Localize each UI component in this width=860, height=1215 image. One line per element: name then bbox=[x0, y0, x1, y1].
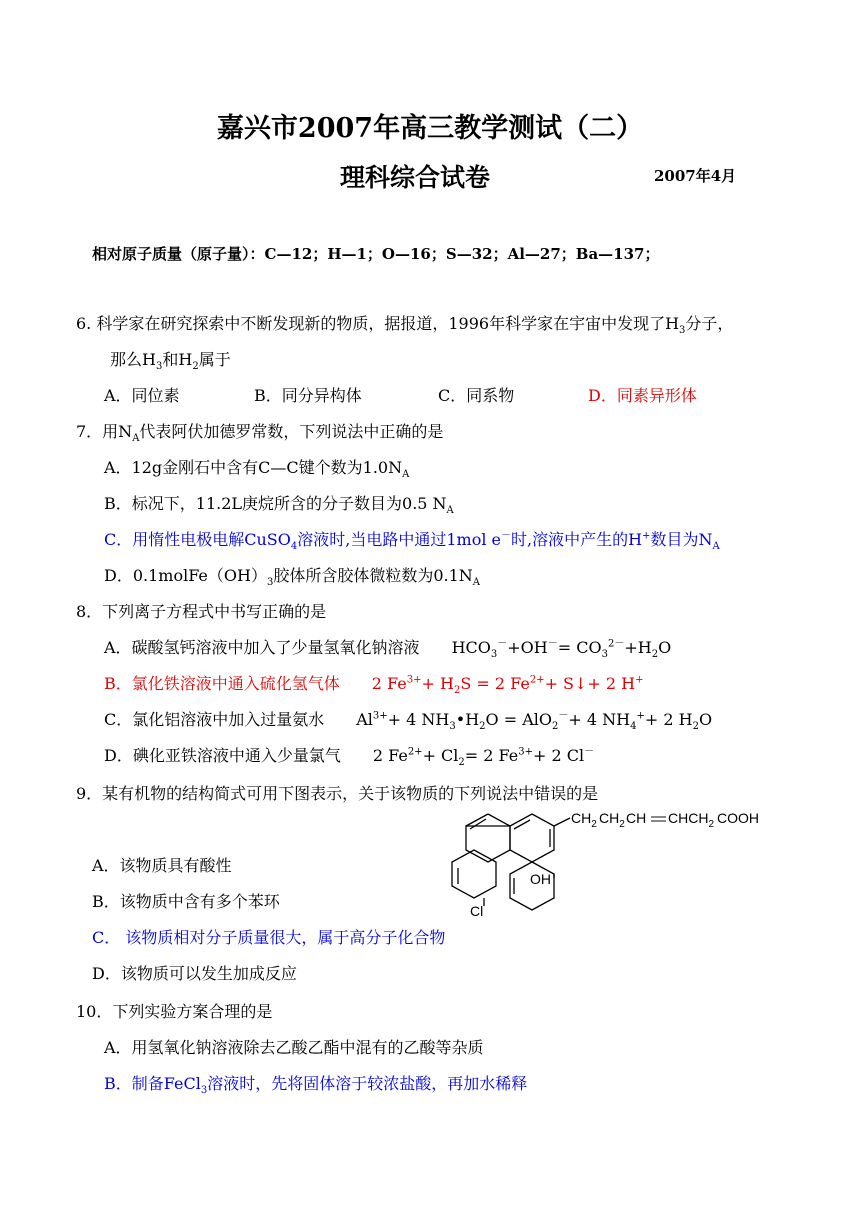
q8-option-d: D．碘化亚铁溶液中通入少量氯气 2 $Fe^{2+}+ Cl_2= 2$ $Fe^{3+}+ 2$ Cl－ bbox=[104, 746, 595, 769]
chain-chch2: $CHCH_2$ bbox=[668, 810, 715, 830]
chain-ch2-a: $CH_2$ bbox=[571, 810, 597, 830]
chain-cooh: COOH bbox=[717, 810, 759, 826]
q9-stem: 9．某有机物的结构简式可用下图表示，关于该物质的下列说法中错误的是 bbox=[76, 784, 599, 803]
q8-option-b: B．氯化铁溶液中通入硫化氢气体 2 $Fe^{3+}+ H_2S = 2$ $Fe^{2+}+$ S↓+ 2 H+ bbox=[104, 674, 644, 697]
organic-structure-diagram bbox=[448, 790, 778, 920]
q6-option-a: A．同位素 bbox=[104, 386, 180, 405]
chain-ch2-b: $CH_2$ bbox=[599, 810, 625, 830]
q6-stem-line1: 6. 科学家在研究探索中不断发现新的物质，据报道，1996年科学家在宇宙中发现了$H_3$分子， bbox=[76, 314, 734, 337]
q9-option-d: D．该物质可以发生加成反应 bbox=[92, 964, 297, 983]
q7-option-c: C．用惰性电极电解CuSO$_4$溶液时,当电路中通过1mol e－时,溶液中产生的H+数目为$N_A$ bbox=[104, 530, 720, 553]
ring-upper bbox=[510, 814, 554, 862]
ring-middle bbox=[466, 826, 510, 862]
q10-stem: 10．下列实验方案合理的是 bbox=[76, 1002, 273, 1021]
q6-stem-line2: 那么$H_3$和$H_2$属于 bbox=[110, 350, 231, 373]
q8-option-a: A．碳酸氢钙溶液中加入了少量氢氧化钠溶液 $HCO_3^-+OH^-= CO_3^{2-}+H_2O$ bbox=[104, 638, 672, 661]
chain-ch: CH bbox=[626, 810, 647, 826]
q7-option-d: D．$0.1molFe(OH)_3$胶体所含胶体微粒数为$0.1N_A$ bbox=[104, 566, 481, 589]
atomic-masses: 相对原子质量（原子量）：C—12；H—1；O—16；S—32；Al—27；Ba—137； bbox=[92, 245, 660, 263]
q7-option-a: A．12g金刚石中含有C—C键个数为$1.0N_A$ bbox=[104, 458, 410, 481]
q9-option-b: B．该物质中含有多个苯环 bbox=[92, 892, 280, 911]
q9-option-c: C． 该物质相对分子质量很大，属于高分子化合物 bbox=[92, 928, 446, 947]
q6-option-d: D．同素异形体 bbox=[588, 386, 697, 405]
exam-title: 嘉兴市2007年高三教学测试（二） bbox=[216, 113, 644, 144]
q8-stem: 8．下列离子方程式中书写正确的是 bbox=[76, 602, 327, 621]
q8-option-c: C．氯化铝溶液中加入过量氨水 $Al^{3+}+ 4$ $NH_3•H_2O = AlO_2^-+ 4$ $NH_4^++ 2$ $H_2O$ bbox=[104, 710, 713, 733]
q7-option-b: B．标况下，11.2L庚烷所含的分子数目为0.5 $N_A$ bbox=[104, 494, 454, 517]
q7-stem: 7．用$N_A$代表阿伏加德罗常数，下列说法中正确的是 bbox=[76, 422, 444, 445]
q6-option-b: B．同分异构体 bbox=[254, 386, 362, 405]
q9-option-a: A．该物质具有酸性 bbox=[92, 856, 232, 875]
exam-date: 2007年4月 bbox=[654, 167, 737, 185]
q6-option-c: C．同系物 bbox=[438, 386, 515, 405]
exam-subtitle: 理科综合试卷 bbox=[340, 163, 491, 192]
hydroxyl-label: OH bbox=[530, 871, 551, 887]
q10-option-a: A．用氢氧化钠溶液除去乙酸乙酯中混有的乙酸等杂质 bbox=[104, 1038, 484, 1057]
chloro-label: Cl bbox=[470, 903, 484, 919]
q10-option-b: B．制备FeCl$_3$溶液时，先将固体溶于较浓盐酸，再加水稀释 bbox=[104, 1074, 528, 1097]
